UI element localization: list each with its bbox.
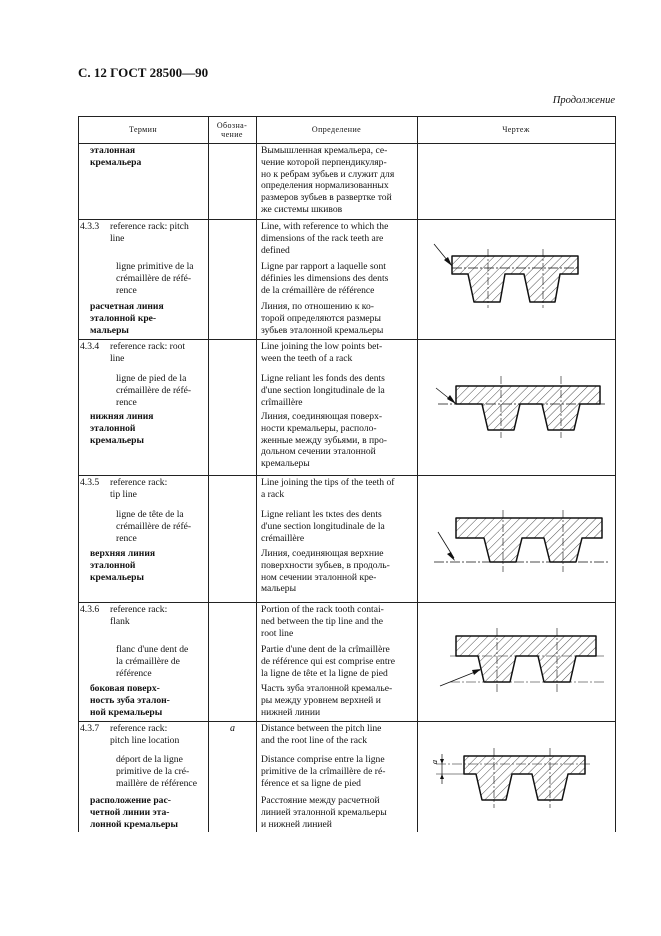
term-fr: ligne primitive de la crémaillère de réfé- rence [116,261,194,296]
term-en: reference rack: tip line [110,477,168,500]
column-header-term: Термин [128,125,158,134]
table-rule [78,339,615,340]
term-ru: расчетная линия эталонной кре- мальеры [90,301,164,336]
term-number: 4.3.3 [80,221,100,232]
definition-ru: Часть зуба эталонной кремалье- ры между уровнем верхней и нижней линии [261,683,393,718]
definition-ru: Расстояние между расчетной линией эталонной кремальеры и нижней линией [261,795,387,830]
rack-root-line-drawing [430,374,605,444]
table-rule [615,116,616,832]
table-rule [208,116,209,832]
term-en: reference rack: pitch line [110,221,189,244]
table-rule [78,602,615,603]
term-number: 4.3.6 [80,604,100,615]
term-number: 4.3.7 [80,723,100,734]
definition-ru: Линия, соединяющая поверх- ности кремальеры, располо- женные между зубьями, в про- дольном сечении эталонной кремальеры [261,411,387,470]
term-ru: нижняя линия эталонной кремальеры [90,411,154,446]
definition-ru: Линия, по отношению к ко- торой определяются размеры зубьев эталонной кремальеры [261,301,384,336]
term-ru: расположение рас- четной линии эта- лонной кремальеры [90,795,178,830]
column-header-definition: Определение [311,125,362,134]
definition-fr: Distance comprise entre la ligne primitive de la crîmaillère de ré- férence et sa ligne de pied [261,754,386,789]
definition-fr: Ligne reliant les fonds des dents d'une section longitudinale de la crîmaillère [261,373,385,408]
term-ru: верхняя линия эталонной кремальеры [90,548,156,583]
definition-en: Portion of the rack tooth contai- ned between the tip line and the root line [261,604,384,639]
definition-en: Line joining the tips of the teeth of a rack [261,477,395,500]
definition-en: Line joining the low points bet- ween the teeth of a rack [261,341,383,364]
definition-fr: Ligne par rapport a laquelle sont définies les dimensions des dents de la crémaillère de référence [261,261,389,296]
term-en: reference rack: root line [110,341,186,364]
column-header-drawing: Чертеж [502,125,530,134]
page-header: С. 12 ГОСТ 28500—90 [78,65,209,80]
term-en: reference rack: pitch line location [110,723,180,746]
definition-fr: Ligne reliant les tκtes des dents d'une section longitudinale de la crémaillère [261,509,385,544]
term-fr: ligne de tête de la crémaillère de réfé- rence [116,509,192,544]
term-ru: эталонная кремальера [90,145,142,168]
table-rule [78,143,615,144]
terms-table [78,116,615,832]
rack-pitch-line-drawing [430,244,580,314]
table-rule [78,475,615,476]
definition-fr: Partie d'une dent de la crîmaillère de référence qui est comprise entre la ligne de tête et la ligne de pied [261,644,395,679]
definition-en: Line, with reference to which the dimensions of the rack teeth are defined [261,221,389,256]
rack-pitch-line-location-drawing [430,744,590,812]
term-number: 4.3.4 [80,341,100,352]
table-rule [78,116,79,832]
table-rule [256,116,257,832]
symbol: a [230,723,235,734]
term-ru: боковая поверх- ность зуба эталон- ной кремальеры [90,683,170,718]
term-number: 4.3.5 [80,477,100,488]
definition-ru: Линия, соединяющая верхние поверхности зубьев, в продоль- ном сечении эталонной кре- мальеры [261,548,390,595]
table-rule [78,219,615,220]
rack-tip-line-drawing [430,506,608,578]
continuation-label: Продолжение [552,95,615,106]
column-header-symbol: Обозна- чение [216,120,248,139]
term-fr: déport de la ligne primitive de la cré- maillère de référence [116,754,197,789]
term-fr: ligne de pied de la crémaillère de réfé- rence [116,373,192,408]
table-rule [417,116,418,832]
rack-flank-drawing [430,626,608,698]
dimension-label: a [430,760,439,764]
term-fr: flanc d'une dent de la crémaillère de référence [116,644,189,679]
definition-ru: Вымышленная кремальера, се- чение которой перпендикуляр- но к ребрам зубьев и служит для определения нормализованных размеров зубьев в развертке той же системы шкивов [261,145,395,215]
definition-en: Distance between the pitch line and the root line of the rack [261,723,382,746]
table-rule [78,721,615,722]
term-en: reference rack: flank [110,604,168,627]
